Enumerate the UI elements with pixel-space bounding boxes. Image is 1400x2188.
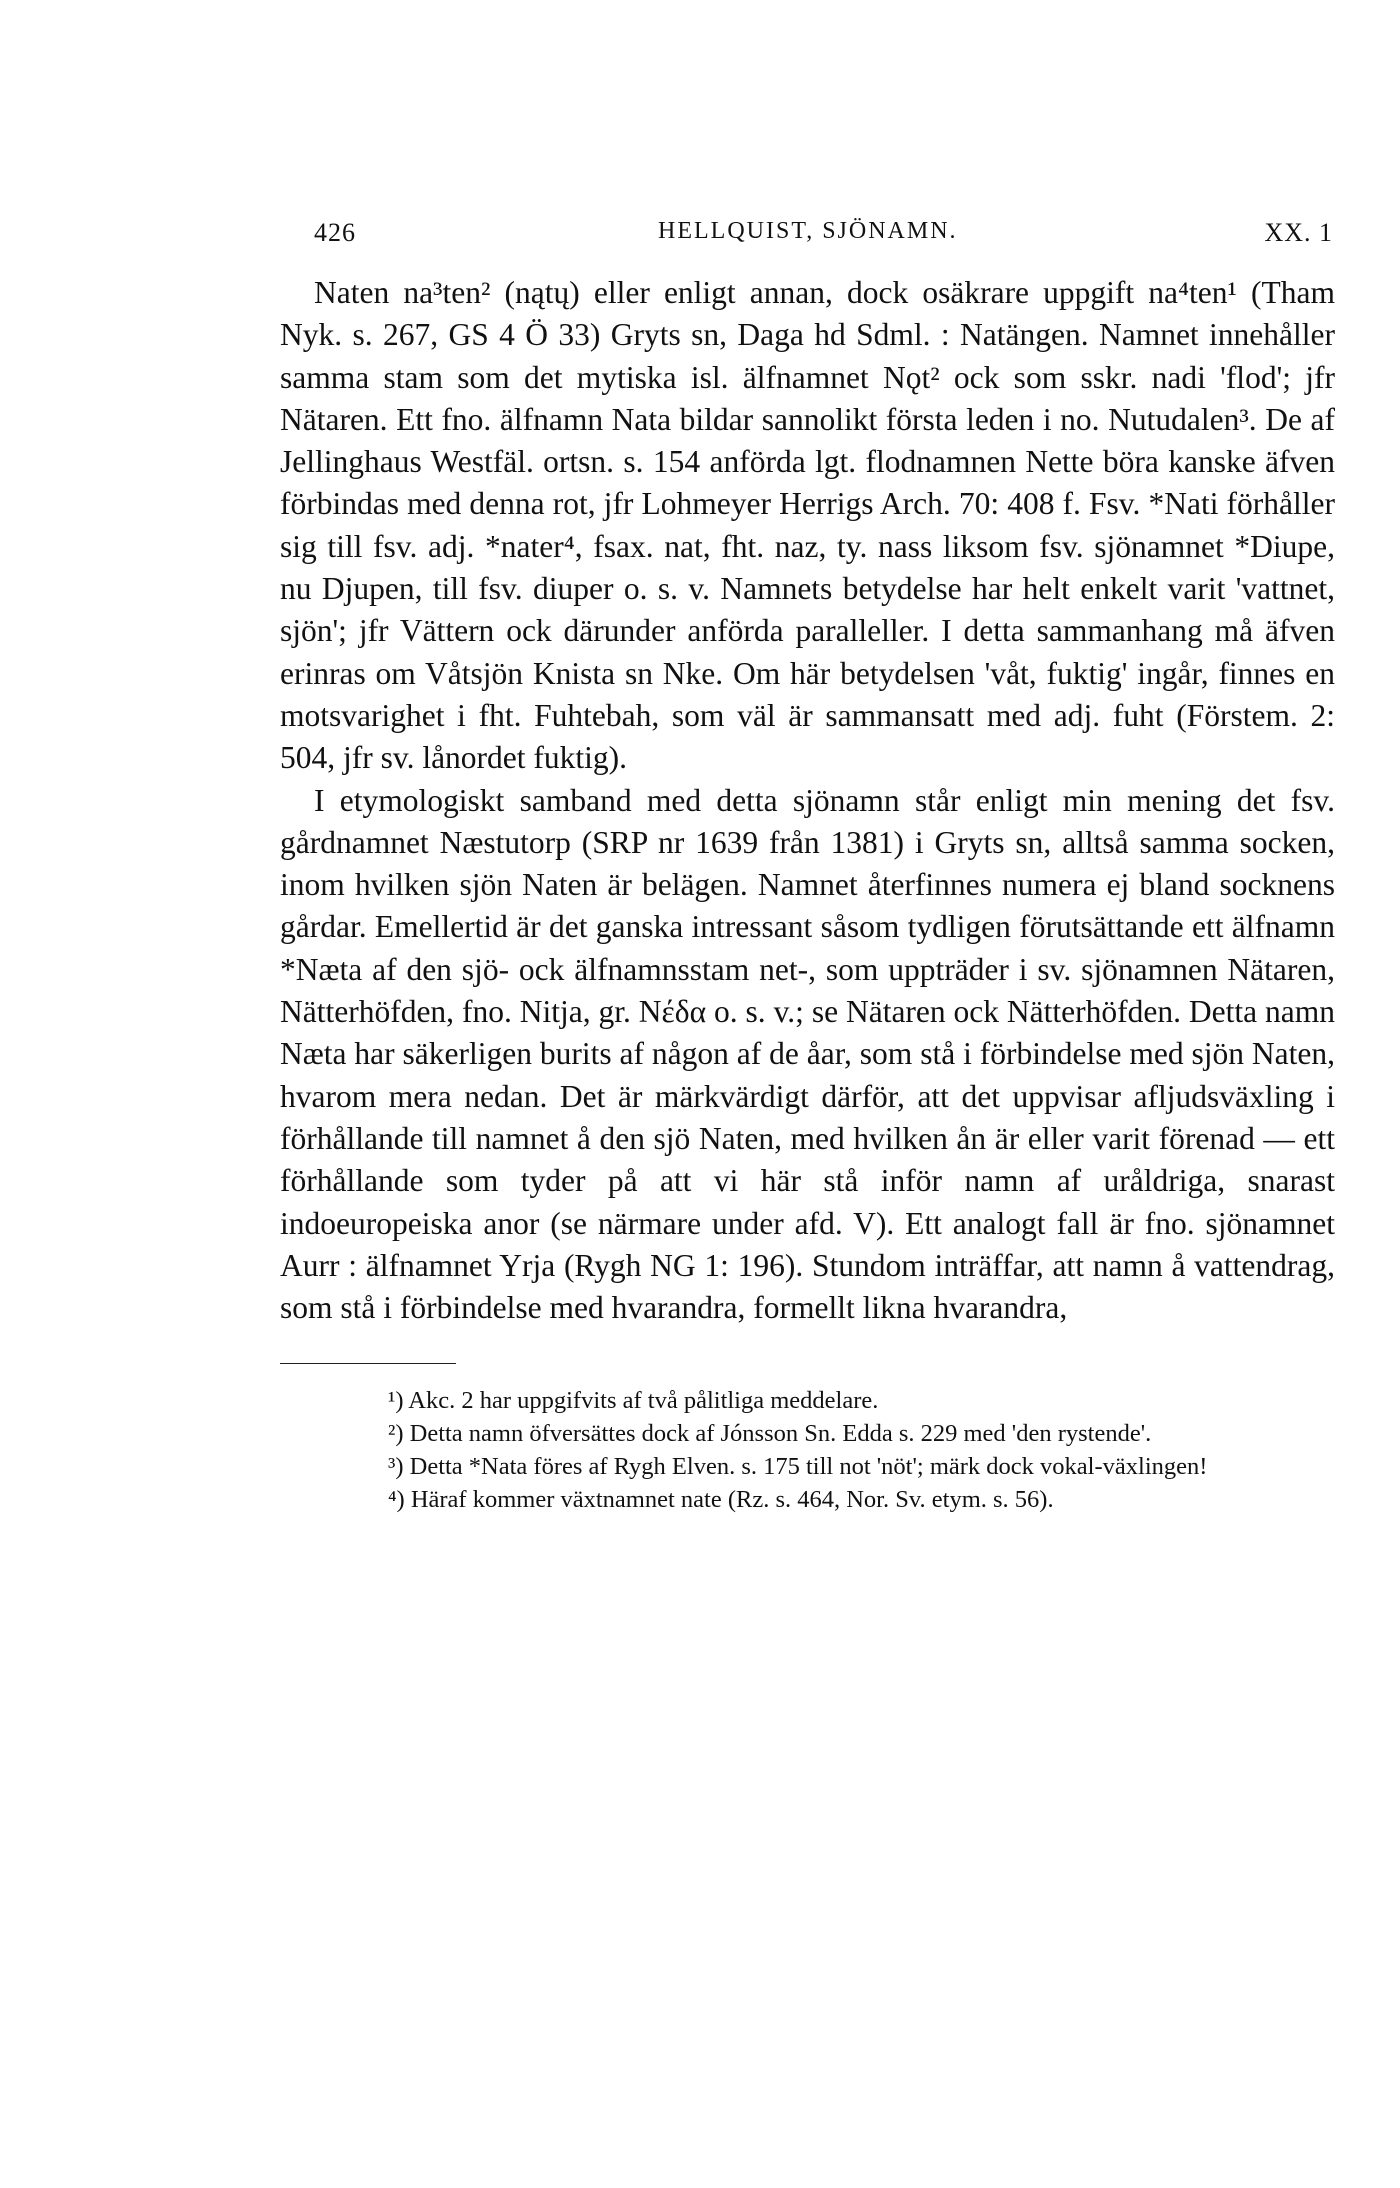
page [280, 218, 1335, 1516]
running-header [280, 218, 1335, 260]
section-number: XX. 1 [1264, 218, 1333, 247]
footnotes [280, 1384, 1335, 1516]
paragraph-2: I etymologiskt samband med detta sjönamn står enligt min mening det fsv. gårdnamnet Næstutorp (SRP nr 1639 från 1381) i Gryts sn, alltså samma socken, inom hvilken sjön Naten är belägen. Namnet återfinnes numera ej bland socknens gårdar. Emellertid är det ganska intressant såsom tydligen förutsättande ett älfnamn *Næta af den sjö- ock älfnamnsstam net-, som uppträder i sv. sjönamnen Nätaren, Nätterhöfden, fno. Nitja, gr. Νέδα o. s. v.; se Nätaren ock Nätterhöfden. Detta namn Næta har säkerligen burits af någon af de åar, som stå i förbindelse med sjön Naten, hvarom mera nedan. Det är märkvärdigt därför, att det uppvisar afljudsväxling i förhållande till namnet å den sjö Naten, med hvilken ån är eller varit förenad — ett förhållande som tyder på att vi här stå inför namn af uråldriga, snarast indoeuropeiska anor (se närmare under afd. V). Ett analogt fall är fno. sjönamnet Aurr : älfnamnet Yrja (Rygh NG 1: 196). Stundom inträffar, att namn å vattendrag, som stå i förbindelse med hvarandra, formellt likna hvarandra, [280, 782, 1335, 1326]
paragraph-1: Naten na³ten² (nątų) eller enligt annan, dock osäkrare uppgift na⁴ten¹ (Tham Nyk. s. 267, GS 4 Ö 33) Gryts sn, Daga hd Sdml. : Natängen. Namnet innehåller samma stam som det mytiska isl. älfnamnet Nǫt² ock som sskr. nadi 'flod'; jfr Nätaren. Ett fno. älfnamn Nata bildar sannolikt första leden i no. Nutudalen³. De af Jellinghaus Westfäl. ortsn. s. 154 anförda lgt. flodnamnen Nette böra kanske äfven förbindas med denna rot, jfr Lohmeyer Herrigs Arch. 70: 408 f. Fsv. *Nati förhåller sig till fsv. adj. *nater⁴, fsax. nat, fht. naz, ty. nass liksom fsv. sjönamnet *Diupe, nu Djupen, till fsv. diuper o. s. v. Namnets betydelse har helt enkelt varit 'vattnet, sjön'; jfr Vättern ock därunder anförda paralleller. I detta sammanhang må äfven erinras om Våtsjön Knista sn Nke. Om här betydelsen 'våt, fuktig' ingår, finnes en motsvarighet i fht. Fuhtebah, som väl är sammansatt med adj. fuht (Förstem. 2: 504, jfr sv. lånordet fuktig). [280, 275, 1335, 776]
main-text [280, 272, 1335, 1329]
page-number: 426 [314, 218, 356, 247]
footnote-1: ¹) Akc. 2 har uppgifvits af två pålitliga meddelare. [388, 1387, 879, 1415]
footnote-4: ⁴) Häraf kommer växtnamnet nate (Rz. s. 464, Nor. Sv. etym. s. 56). [388, 1486, 1054, 1514]
footnote-divider [280, 1363, 456, 1364]
running-head-title: HELLQUIST, SJÖNAMN. [658, 218, 958, 244]
footnote-2: ²) Detta namn öfversättes dock af Jónsson Sn. Edda s. 229 med 'den rystende'. [388, 1420, 1152, 1448]
footnote-3: ³) Detta *Nata föres af Rygh Elven. s. 175 till not 'nöt'; märk dock vokal-växlingen! [388, 1453, 1208, 1481]
